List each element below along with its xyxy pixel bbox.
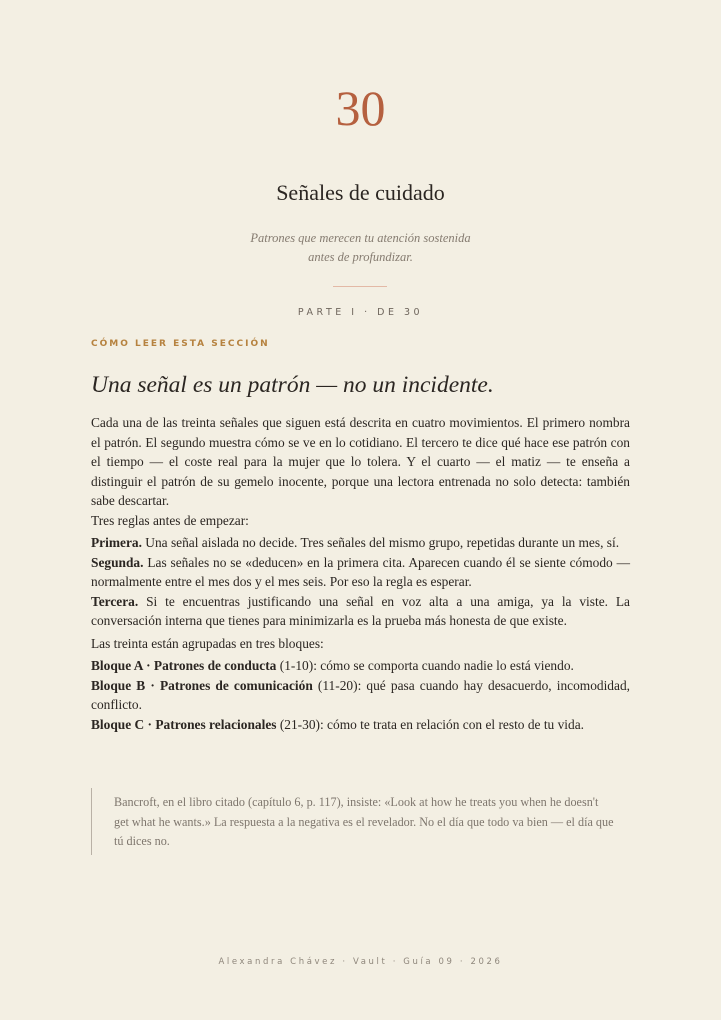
part-indicator: PARTE I · DE 30 [297,307,424,318]
section-heading: Una señal es un patrón — no un incidente. [91,372,494,398]
divider [333,286,387,287]
block-b-text: (11-20): qué pasa cuando hay desacuerdo, incomodidad, conflicto. [91,677,630,712]
block-c-text: (21-30): cómo te trata en relación con el resto de tu vida. [276,716,584,732]
rule-1-text: Una señal aislada no decide. Tres señales del mismo grupo, repetidas durante un mes, sí. [141,535,620,550]
chapter-subtitle [0,229,721,267]
block-b [91,676,630,715]
intro-paragraph: Cada una de las treinta señales que siguen está descrita en cuatro movimientos. El primero nombra el patrón. El segundo muestra cómo se ve en lo cotidiano. El tercero te dice qué hace ese patrón con el tiempo — el coste real para la mujer que lo tolera. Y el cuarto — el matiz — te enseña a distinguir el patrón de su gemelo inocente, porque una lectora entrenada no solo detecta: también sabe descartar. [91,415,630,508]
quote-text: Bancroft, en el libro citado (capítulo 6, p. 117), insiste: «Look at how he treats you when he doesn't get what he wants.» La respuesta a la negativa es el revelador. No el día que todo va bien — el día que tú dices no. [114,795,614,848]
rule-2-text: Las señales no se «deducen» en la primera cita. Aparecen cuando él se siente cómodo — normalmente entre el mes dos y el mes seis. Por eso la regla es esperar. [91,554,630,589]
rule-3 [91,592,630,631]
block-c-label: Bloque C · Patrones relacionales [91,716,277,732]
chapter-title: Señales de cuidado [276,180,445,205]
block-a-text: (1-10): cómo se comporta cuando nadie lo está viendo. [276,658,574,673]
rule-1 [91,533,630,553]
block-b-label: Bloque B · Patrones de comunicación [91,677,313,693]
rule-1-label: Primera. [91,535,142,550]
chapter-number: 30 [335,80,386,136]
blockquote [91,788,612,855]
rules-intro: Tres reglas antes de empezar: [91,512,249,528]
rule-3-text: Si te encuentras justificando una señal en voz alta a una amiga, ya la viste. La conversación interna que tienes para minimizarla es la prueba más honesta de que existe. [91,593,630,628]
rule-2-label: Segunda. [91,554,144,570]
block-a [91,656,630,676]
subtitle-line-1: Patrones que merecen tu atención sostenida [250,231,471,245]
page-footer: Alexandra Chávez · Vault · Guía 09 · 2026 [218,957,503,967]
subtitle-line-2: antes de profundizar. [308,250,413,264]
rule-2 [91,553,630,592]
block-a-label: Bloque A · Patrones de conducta [91,658,277,673]
rule-3-label: Tercera. [91,593,139,609]
block-c [91,715,630,735]
blocks-intro: Las treinta están agrupadas en tres bloques: [91,635,324,651]
section-label: CÓMO LEER ESTA SECCIÓN [91,339,270,349]
body-text [91,413,630,734]
